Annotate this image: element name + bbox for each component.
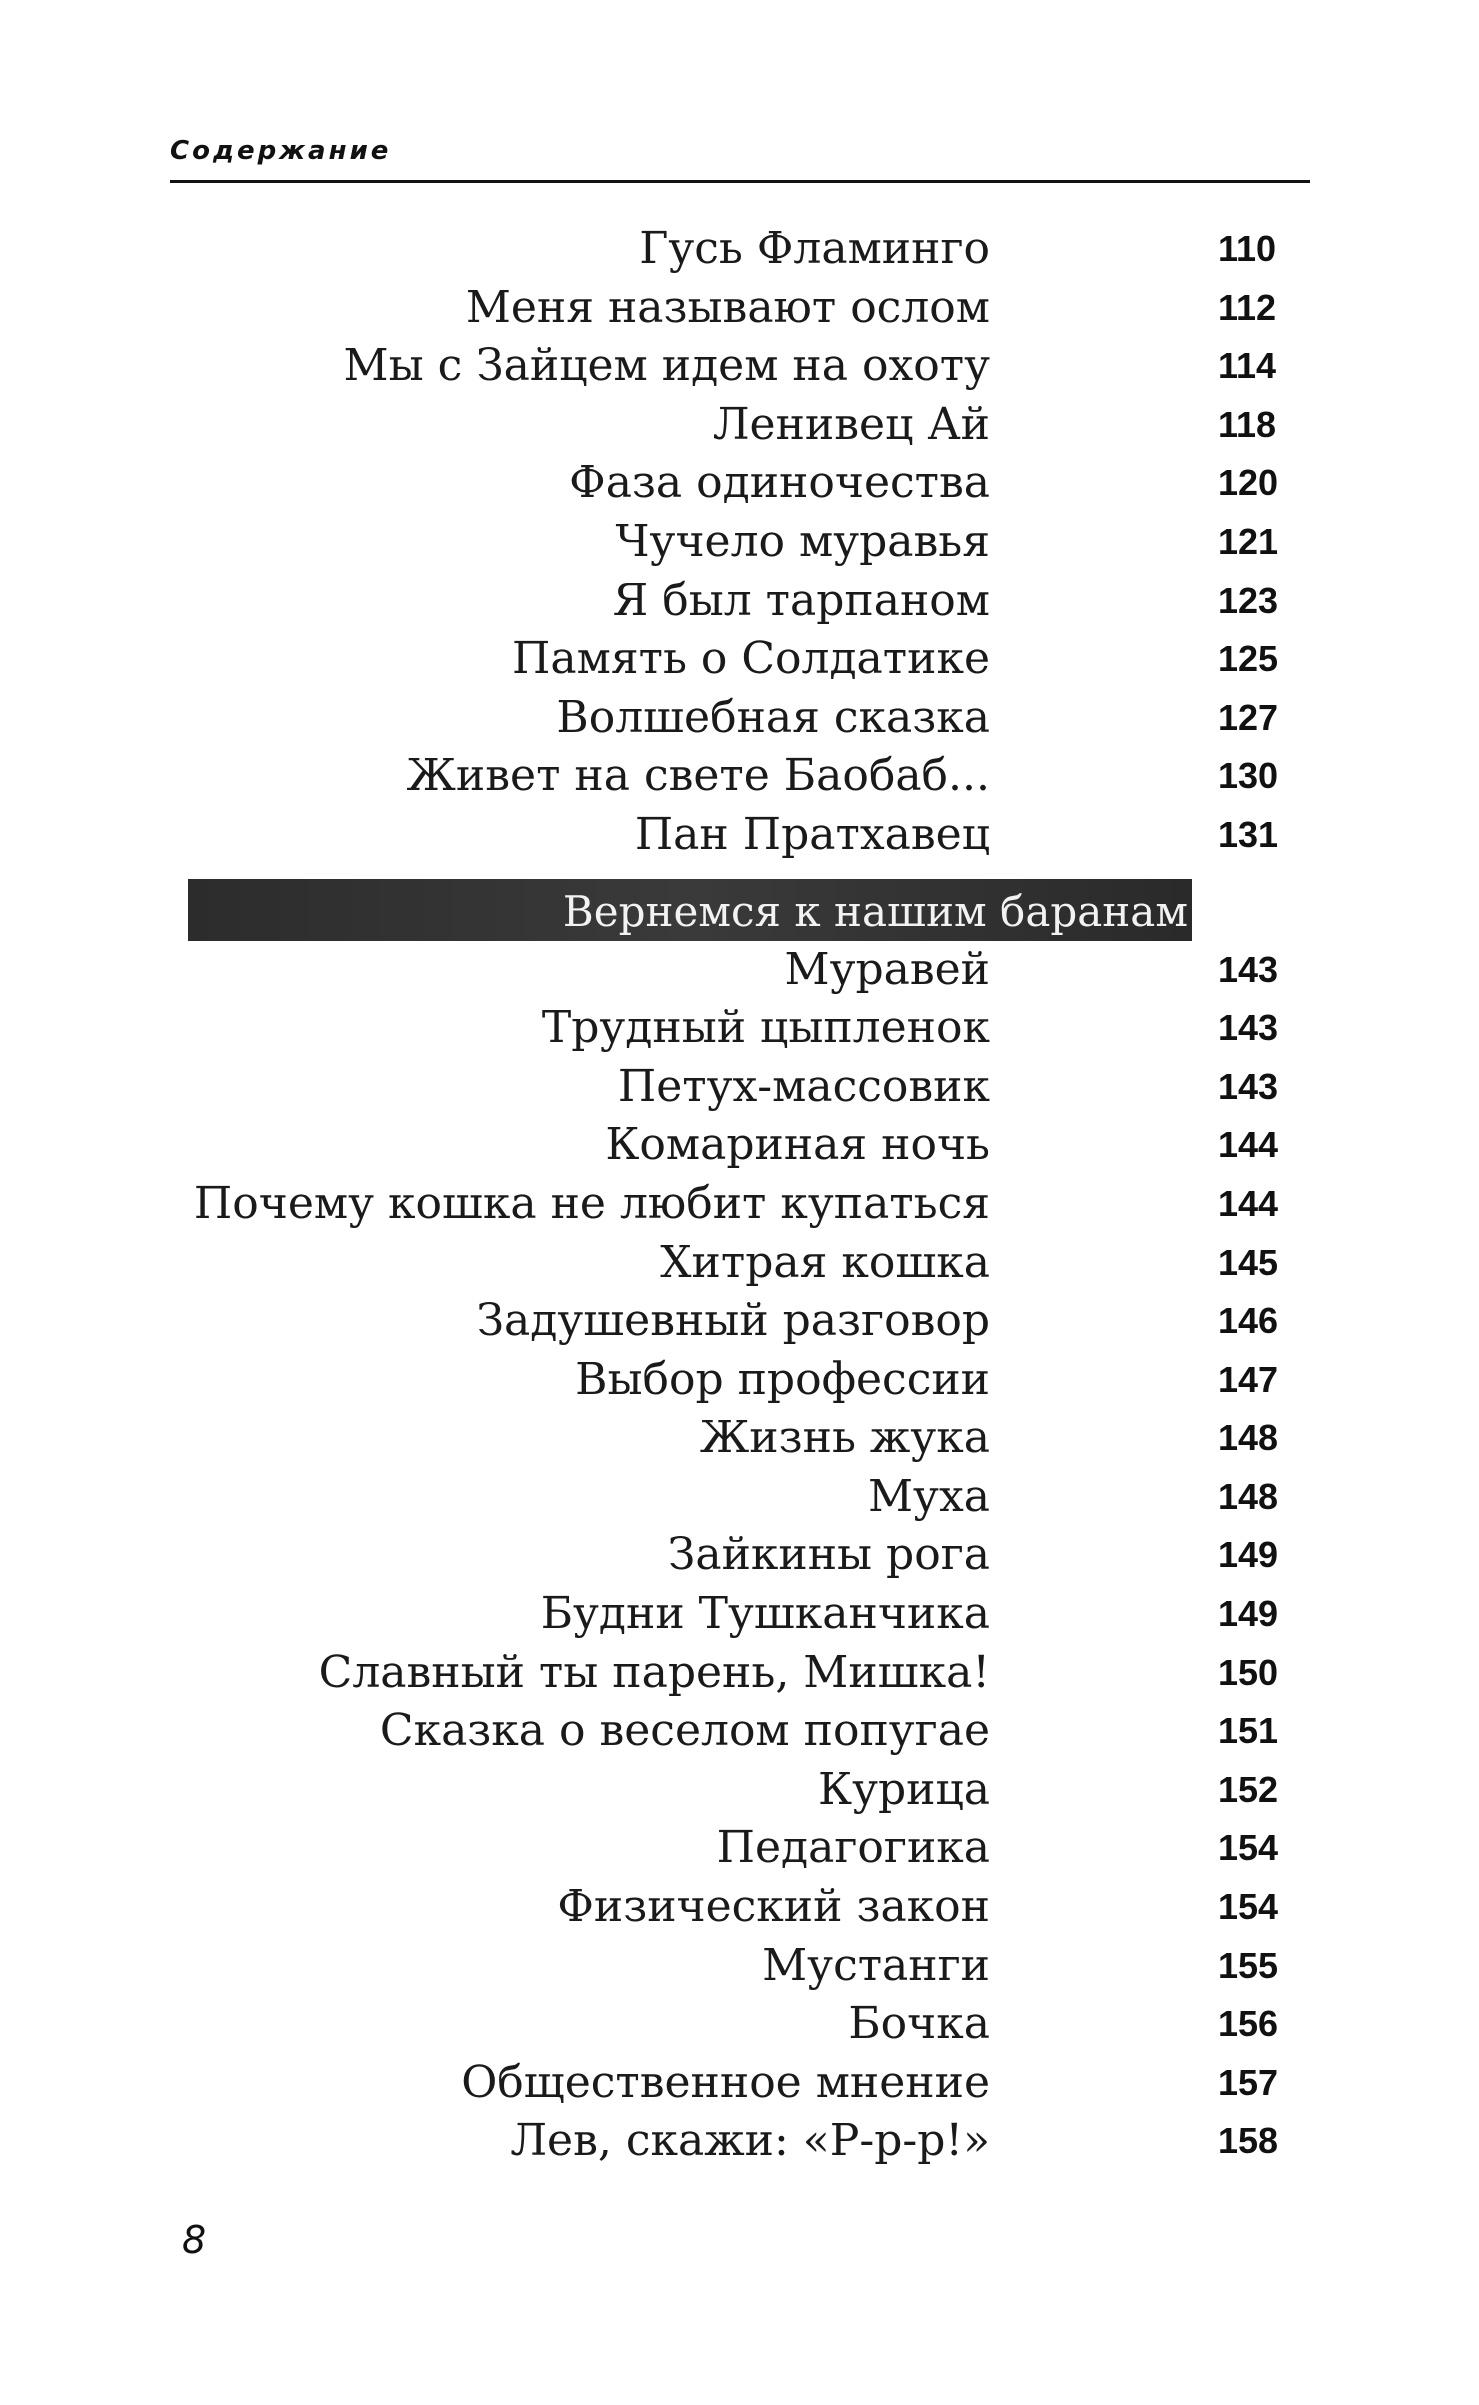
toc-entry-title: Муравей <box>784 943 990 995</box>
toc-entry-page: 155 <box>1218 1944 1279 1986</box>
toc-entry-page: 152 <box>1218 1768 1279 1810</box>
toc-entry-page: 143 <box>1218 948 1279 990</box>
toc-entry <box>170 220 1310 279</box>
section-heading: Вернемся к нашим баранам <box>562 886 1188 936</box>
toc-entry-title: Память о Солдатике <box>512 633 990 685</box>
toc-entry-page: 148 <box>1218 1475 1279 1517</box>
toc-entry-title: Трудный цыпленок <box>541 1002 990 1054</box>
header-rule <box>170 180 1310 183</box>
toc-entry <box>170 1468 1310 1527</box>
toc-entry <box>170 999 1310 1058</box>
toc-entry-title: Жизнь жука <box>699 1412 990 1464</box>
toc-entry-title: Мы с Зайцем идем на охоту <box>343 340 990 392</box>
toc-entry <box>170 1526 1310 1585</box>
toc-entry <box>170 747 1310 806</box>
toc-entry-title: Общественное мнение <box>461 2056 990 2108</box>
toc-part-2 <box>170 941 1310 2171</box>
toc-entry-title: Пан Пратхавец <box>634 808 990 860</box>
toc-entry-page: 151 <box>1218 1710 1279 1752</box>
toc-entry <box>170 1351 1310 1410</box>
toc-entry-title: Волшебная сказка <box>556 691 990 743</box>
toc-entry <box>170 1878 1310 1937</box>
toc-entry-page: 149 <box>1218 1593 1279 1635</box>
toc-entry-page: 121 <box>1218 520 1279 562</box>
toc-entry-page: 130 <box>1218 755 1279 797</box>
toc-entry-title: Бочка <box>848 1998 990 2050</box>
toc-entry <box>170 630 1310 689</box>
toc-entry <box>170 1702 1310 1761</box>
toc-entry-title: Сказка о веселом попугае <box>379 1705 990 1757</box>
toc-entry <box>170 454 1310 513</box>
toc-entry <box>170 513 1310 572</box>
toc-entry <box>170 689 1310 748</box>
toc-entry <box>170 2054 1310 2113</box>
toc-entry-title: Почему кошка не любит купаться <box>193 1177 990 1229</box>
toc-entry-title: Хитрая кошка <box>660 1236 990 1288</box>
toc-entry <box>170 1058 1310 1117</box>
toc-entry-page: 156 <box>1218 2003 1279 2045</box>
toc-entry <box>170 1116 1310 1175</box>
toc-entry <box>170 1585 1310 1644</box>
toc-entry-title: Мустанги <box>762 1939 990 1991</box>
toc-entry-title: Зайкины рога <box>667 1529 990 1581</box>
toc-entry-page: 110 <box>1218 228 1277 269</box>
toc-entry-page: 112 <box>1218 286 1277 328</box>
toc-entry-title: Меня называют ослом <box>465 281 990 333</box>
toc-entry-title: Славный ты парень, Мишка! <box>318 1646 990 1698</box>
running-header <box>170 136 1310 166</box>
toc-entry <box>170 1292 1310 1351</box>
toc-entry-page: 158 <box>1218 2120 1279 2162</box>
toc-entry-title: Лев, скажи: «Р-р-р!» <box>510 2115 990 2167</box>
toc-entry-page: 154 <box>1218 1886 1279 1928</box>
toc-entry-page: 148 <box>1218 1417 1279 1459</box>
toc-entry-title: Я был тарпаном <box>612 574 990 626</box>
toc-entry-page: 157 <box>1218 2061 1279 2103</box>
toc-entry-title: Живет на свете Баобаб... <box>406 750 990 802</box>
toc-entry-title: Муха <box>868 1470 990 1522</box>
toc-entry-title: Ленивец Ай <box>712 398 990 450</box>
toc-entry <box>170 337 1310 396</box>
toc-entry-title: Педагогика <box>716 1822 990 1874</box>
toc-entry <box>170 1409 1310 1468</box>
toc-entry <box>170 1175 1310 1234</box>
toc-entry <box>170 396 1310 455</box>
toc-entry-title: Выбор профессии <box>575 1353 990 1405</box>
toc-entry-title: Фаза одиночества <box>569 457 990 509</box>
toc-entry <box>170 572 1310 631</box>
toc-entry-page: 150 <box>1218 1651 1279 1693</box>
toc-entry <box>170 1937 1310 1996</box>
toc-entry-page: 131 <box>1218 813 1279 855</box>
toc-entry-page: 154 <box>1218 1827 1279 1869</box>
toc-entry <box>170 941 1310 1000</box>
toc-entry <box>170 1761 1310 1820</box>
toc-entry-page: 144 <box>1218 1182 1279 1224</box>
toc-entry-page: 118 <box>1218 403 1277 445</box>
toc-entry-page: 143 <box>1218 1007 1279 1049</box>
toc-part-1 <box>170 220 1310 865</box>
toc-entry-title: Петух-массовик <box>617 1060 990 1112</box>
toc-entry <box>170 1234 1310 1293</box>
toc-entry-title: Комариная ночь <box>605 1119 990 1171</box>
toc-entry-title: Гусь Фламинго <box>639 223 990 274</box>
toc-entry-page: 125 <box>1218 638 1279 680</box>
toc-entry-page: 149 <box>1218 1534 1279 1576</box>
toc-entry <box>170 806 1310 865</box>
toc-entry-page: 127 <box>1218 696 1279 738</box>
toc-entry-page: 123 <box>1218 579 1279 621</box>
toc-entry-title: Физический закон <box>557 1881 990 1933</box>
toc-entry-page: 145 <box>1218 1241 1279 1283</box>
toc-entry-page: 114 <box>1218 345 1277 387</box>
toc-entry <box>170 1644 1310 1703</box>
toc-entry <box>170 279 1310 338</box>
toc-entry-title: Будни Тушканчика <box>540 1588 990 1640</box>
toc-entry <box>170 1995 1310 2054</box>
toc-entry <box>170 2112 1310 2171</box>
toc-entry-title: Задушевный разговор <box>476 1295 990 1347</box>
toc-entry-page: 143 <box>1218 1065 1279 1107</box>
toc-entry-page: 144 <box>1218 1124 1279 1166</box>
header-title: Содержание <box>170 136 392 166</box>
toc-entry-page: 120 <box>1218 462 1279 504</box>
page-number: 8 <box>182 2218 207 2262</box>
toc-entry-title: Курица <box>818 1763 990 1815</box>
table-of-contents <box>170 220 1310 2171</box>
toc-entry-page: 146 <box>1218 1300 1279 1342</box>
toc-entry <box>170 1819 1310 1878</box>
toc-entry-page: 147 <box>1218 1358 1279 1400</box>
toc-entry-title: Чучело муравья <box>615 515 990 567</box>
section-heading-bar <box>188 879 1192 941</box>
